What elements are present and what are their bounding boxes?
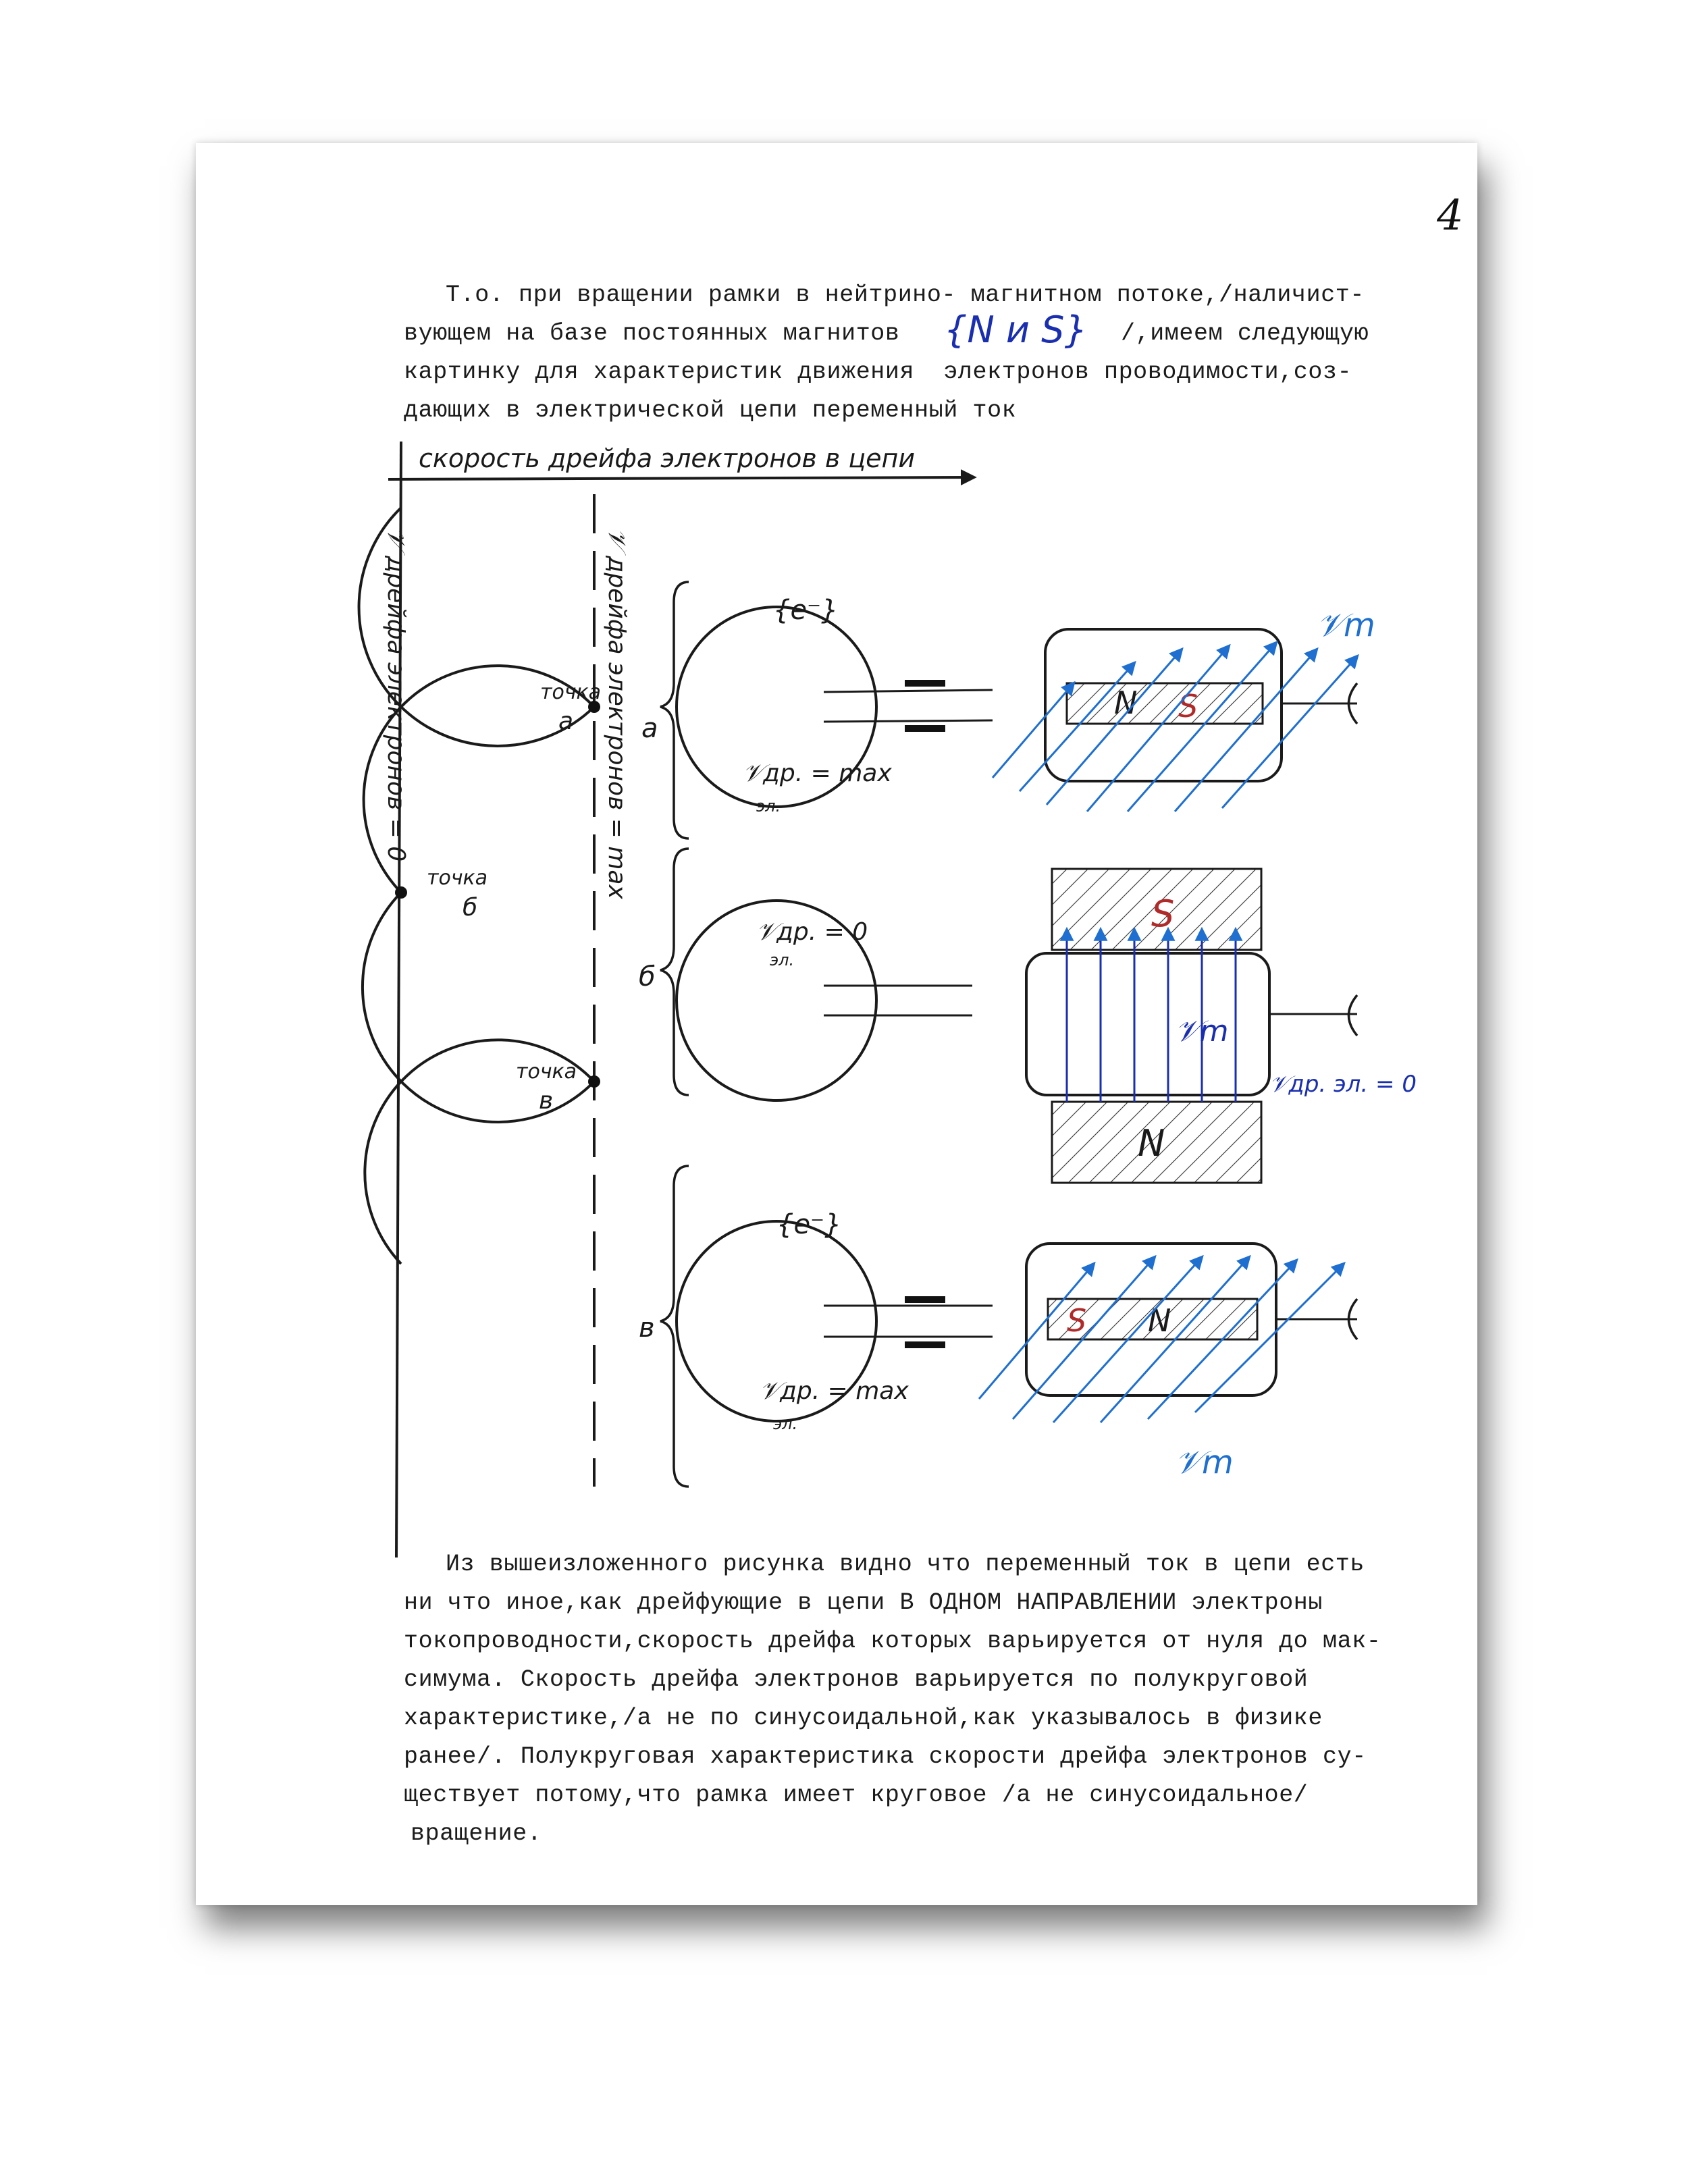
outro-line-2: ни что иное,как дрейфующие в цепи В ОДНОМ НАПРАВЛЕНИИ электроны xyxy=(404,1589,1323,1616)
svg-text:эл.: эл. xyxy=(770,951,795,969)
magnets-label: {N и S} xyxy=(944,309,1088,351)
intro-line-4: дающих в электрической цепи переменный ток xyxy=(404,397,1017,424)
frame-b xyxy=(677,869,1417,1183)
svg-text:точка: точка xyxy=(427,866,488,890)
svg-text:эл.: эл. xyxy=(756,797,781,816)
svg-text:{e⁻}: {e⁻} xyxy=(776,1209,842,1240)
svg-text:в: в xyxy=(539,1087,554,1115)
svg-text:𝒱m: 𝒱m xyxy=(1175,1443,1234,1481)
outro-line-4: симума. Скорость дрейфа электронов варьируется по полукруговой xyxy=(404,1666,1309,1693)
svg-text:𝒱др. = 0: 𝒱др. = 0 xyxy=(756,918,868,946)
outro-line-1: Из вышеизложенного рисунка видно что переменный ток в цепи есть xyxy=(446,1551,1365,1578)
frame-a xyxy=(677,595,1375,816)
outro-line-6: ранее/. Полукруговая характеристика скорости дрейфа электронов су- xyxy=(404,1743,1367,1770)
svg-text:N: N xyxy=(1114,685,1138,721)
braces xyxy=(660,582,689,1487)
svg-text:б: б xyxy=(463,894,478,922)
svg-text:𝒱др. эл. = 0: 𝒱др. эл. = 0 xyxy=(1269,1071,1417,1098)
svg-text:S: S xyxy=(1151,893,1175,935)
svg-text:а: а xyxy=(558,708,574,735)
svg-text:𝒱др. = max: 𝒱др. = max xyxy=(743,760,892,787)
brace-label-b: б xyxy=(639,961,656,992)
intro-line-2: вующем на базе постоянных магнитов xyxy=(404,320,900,347)
svg-text:N: N xyxy=(1148,1302,1171,1339)
svg-text:точка: точка xyxy=(516,1060,577,1084)
svg-text:S: S xyxy=(1067,1302,1087,1339)
svg-text:N: N xyxy=(1138,1122,1165,1165)
intro-line-1: Т.о. при вращении рамки в нейтрино- магнитном потоке,/наличист- xyxy=(446,282,1365,309)
outro-line-8: вращение. xyxy=(411,1820,542,1847)
left-axis-label: 𝒱 дрейфа электронов = 0 xyxy=(382,528,410,862)
outro-line-7: ществует потому,что рамка имеет круговое /а не синусоидальное/ xyxy=(404,1782,1309,1809)
svg-text:эл.: эл. xyxy=(773,1414,798,1433)
page-number: 4 xyxy=(1437,190,1464,240)
frame-v xyxy=(677,1209,1357,1481)
brace-label-v: в xyxy=(639,1312,655,1343)
document-page xyxy=(196,143,1477,1905)
svg-text:{e⁻}: {e⁻} xyxy=(773,595,839,626)
intro-line-2b: /,имеем следующую xyxy=(1121,320,1369,347)
svg-text:𝒱m: 𝒱m xyxy=(1317,606,1375,644)
svg-text:𝒱m: 𝒱m xyxy=(1175,1014,1229,1048)
point-b xyxy=(395,866,487,922)
outro-line-5: характеристике,/а не по синусоидальной,как указывалось в физике xyxy=(404,1705,1323,1732)
svg-text:S: S xyxy=(1178,688,1198,724)
point-a xyxy=(540,681,601,735)
right-axis-label: 𝒱 дрейфа электронов = max xyxy=(603,528,631,899)
svg-text:𝒱др. = max: 𝒱др. = max xyxy=(760,1377,909,1405)
svg-text:точка: точка xyxy=(540,681,602,704)
outro-line-3: токопроводности,скорость дрейфа которых варьируется от нуля до мак- xyxy=(404,1628,1381,1655)
brace-label-a: а xyxy=(641,713,658,744)
intro-line-3: картинку для характеристик движения электронов проводимости,соз- xyxy=(404,358,1352,385)
axis-title: скорость дрейфа электронов в цепи xyxy=(419,444,916,473)
drift-velocity-diagram xyxy=(196,143,1477,1905)
